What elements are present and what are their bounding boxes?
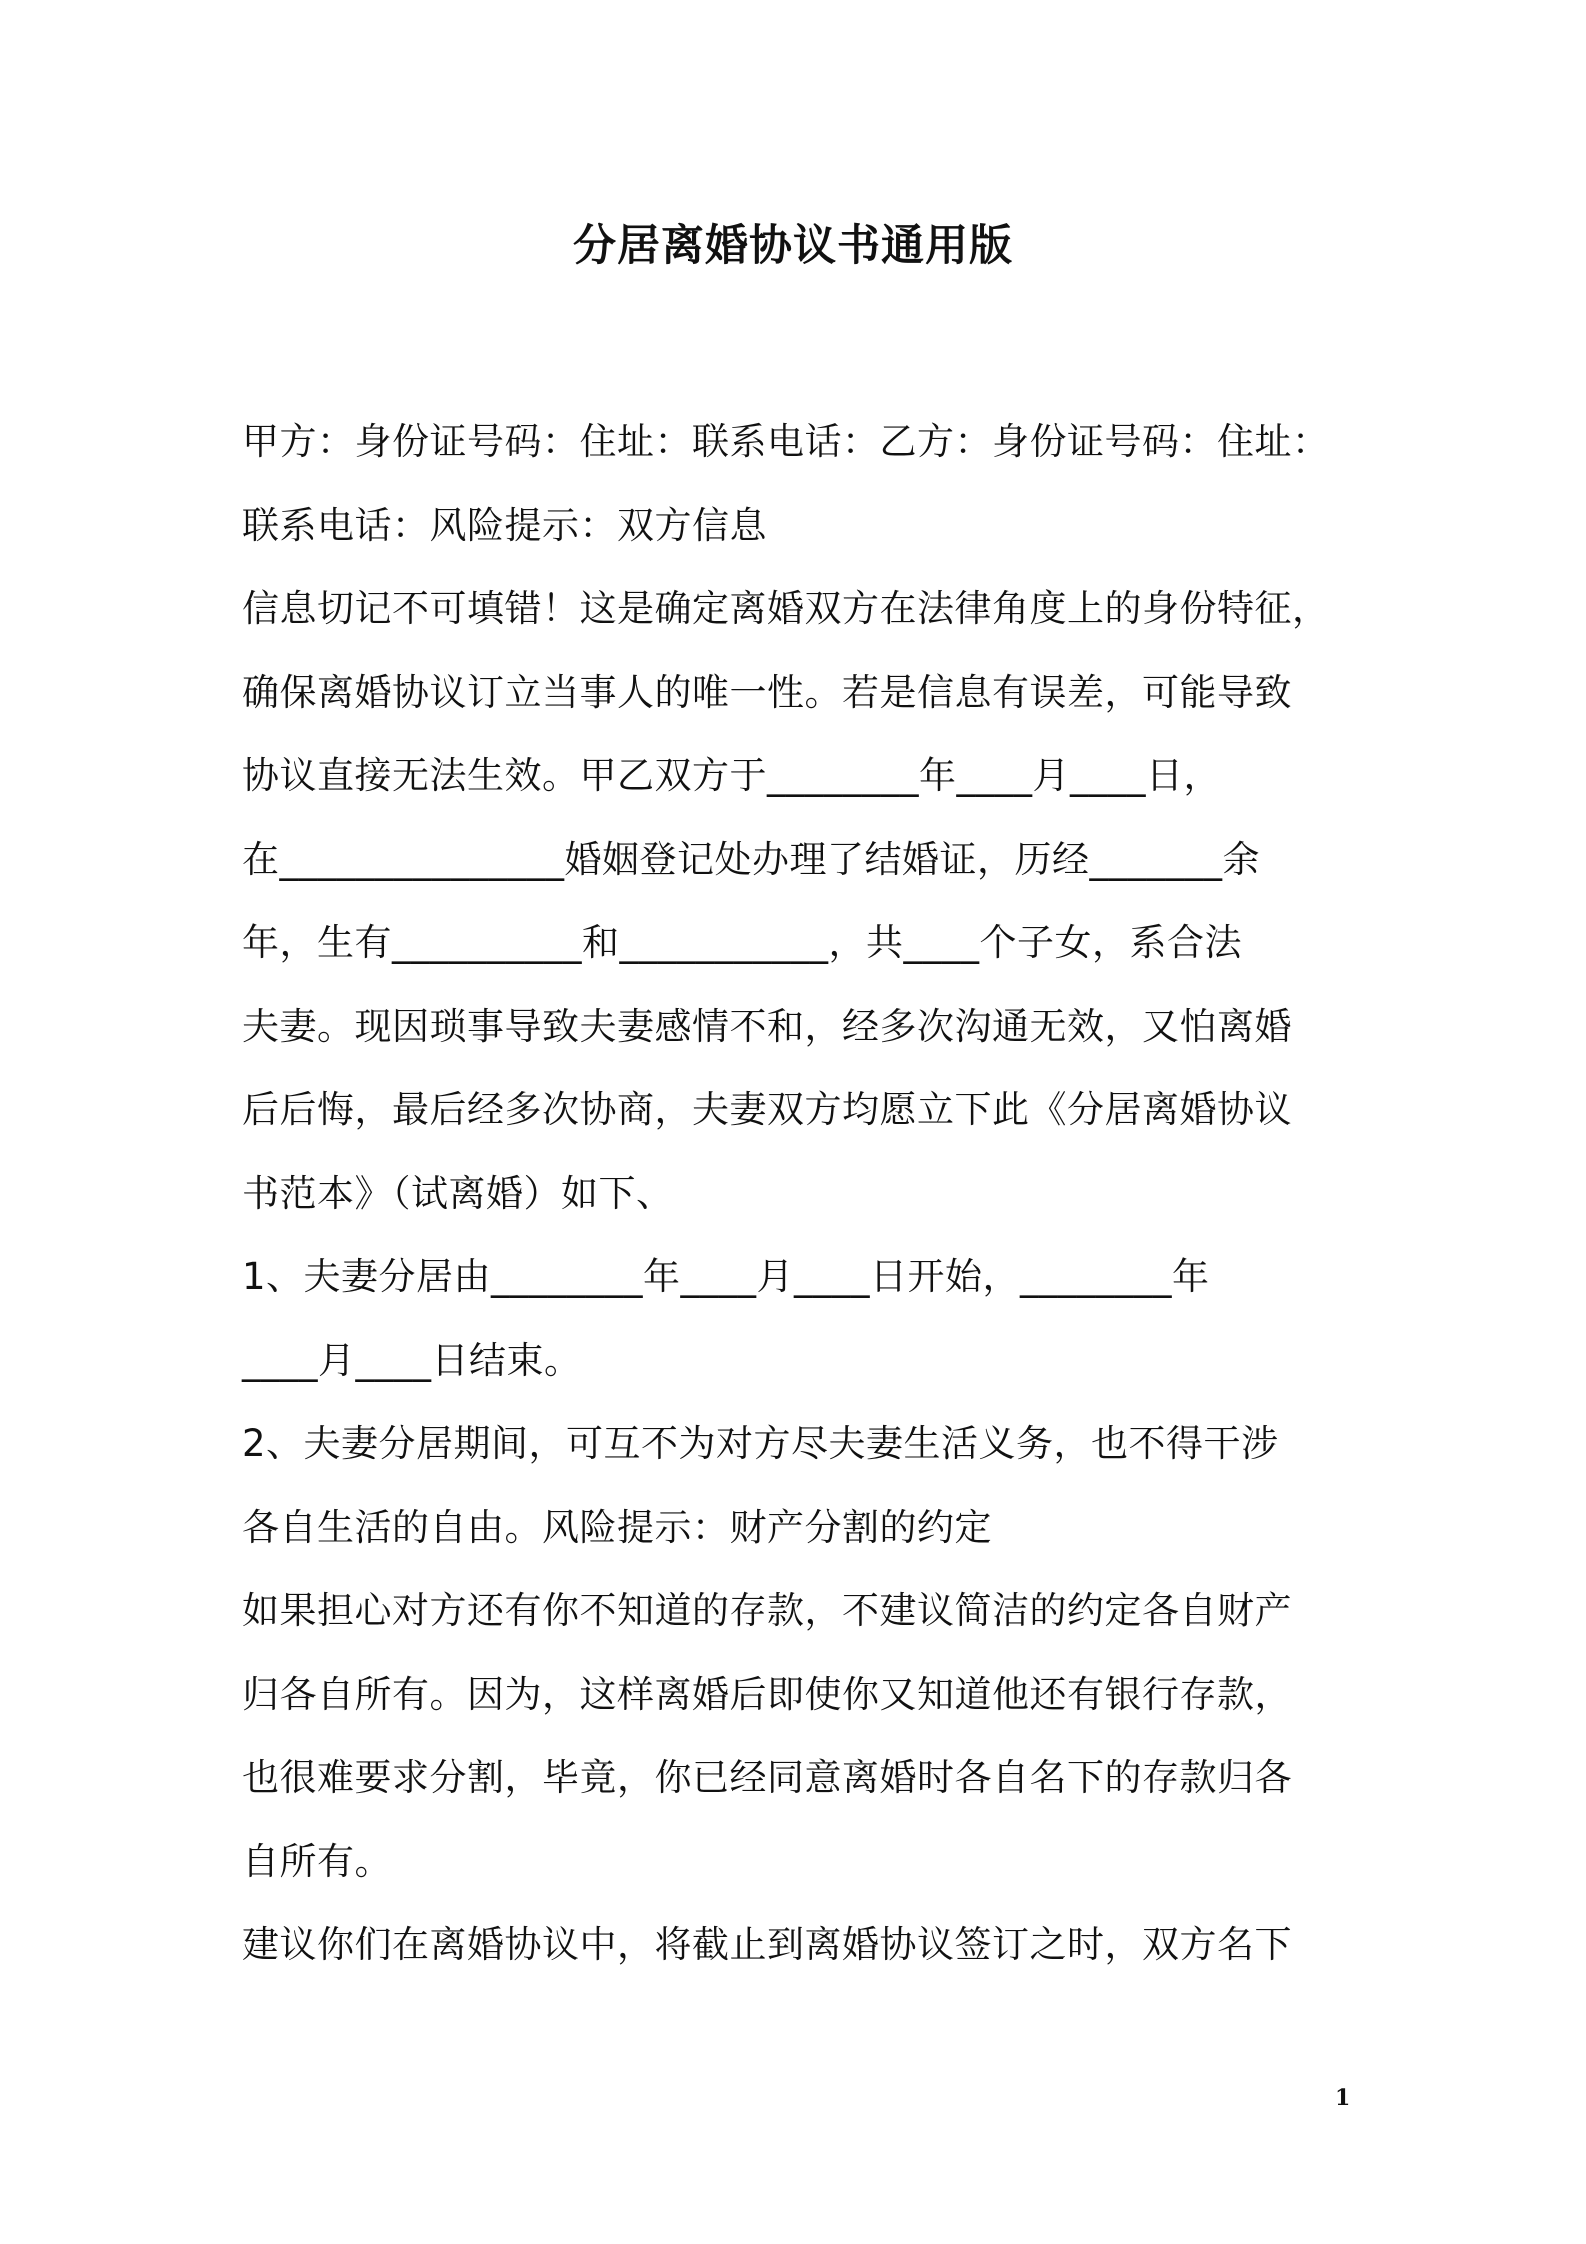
text-line: 也很难要求分割，毕竟，你已经同意离婚时各自名下的存款归各 [242, 1756, 1292, 1799]
page-number: 1 [1335, 2085, 1351, 2111]
document-title: 分居离婚协议书通用版 [573, 221, 1013, 271]
text-line: 1、夫妻分居由________年____月____日开始，________年 [242, 1255, 1210, 1298]
text-line: 信息切记不可填错！这是确定离婚双方在法律角度上的身份特征， [242, 587, 1330, 630]
text-line: 甲方：身份证号码：住址：联系电话：乙方：身份证号码：住址： [242, 420, 1330, 463]
text-line: 如果担心对方还有你不知道的存款，不建议简洁的约定各自财产 [242, 1589, 1292, 1632]
text-line: 书范本》（试离婚）如下、 [242, 1171, 674, 1215]
text-line: 协议直接无法生效。甲乙双方于________年____月____日， [242, 754, 1221, 797]
text-line: 各自生活的自由。风险提示：财产分割的约定 [242, 1505, 992, 1549]
text-line: 后后悔，最后经多次协商，夫妻双方均愿立下此《分居离婚协议 [242, 1088, 1292, 1131]
text-line: 夫妻。现因琐事导致夫妻感情不和，经多次沟通无效，又怕离婚 [242, 1004, 1292, 1048]
text-line: 联系电话：风险提示：双方信息 [242, 503, 767, 547]
text-line: ____月____日结束。 [242, 1338, 582, 1382]
text-line: 确保离婚协议订立当事人的唯一性。若是信息有误差，可能导致 [242, 670, 1292, 714]
text-line: 归各自所有。因为，这样离婚后即使你又知道他还有银行存款， [242, 1672, 1292, 1716]
text-line: 在_______________婚姻登记处办理了结婚证，历经_______余 [242, 837, 1260, 881]
document-body [242, 400, 1352, 1987]
text-line: 2、夫妻分居期间，可互不为对方尽夫妻生活义务，也不得干涉 [242, 1422, 1279, 1465]
text-line: 年，生有__________和___________，共____个子女，系合法 [242, 921, 1242, 964]
text-line: 自所有。 [242, 1839, 392, 1883]
text-line: 建议你们在离婚协议中，将截止到离婚协议签订之时，双方名下 [242, 1923, 1292, 1966]
